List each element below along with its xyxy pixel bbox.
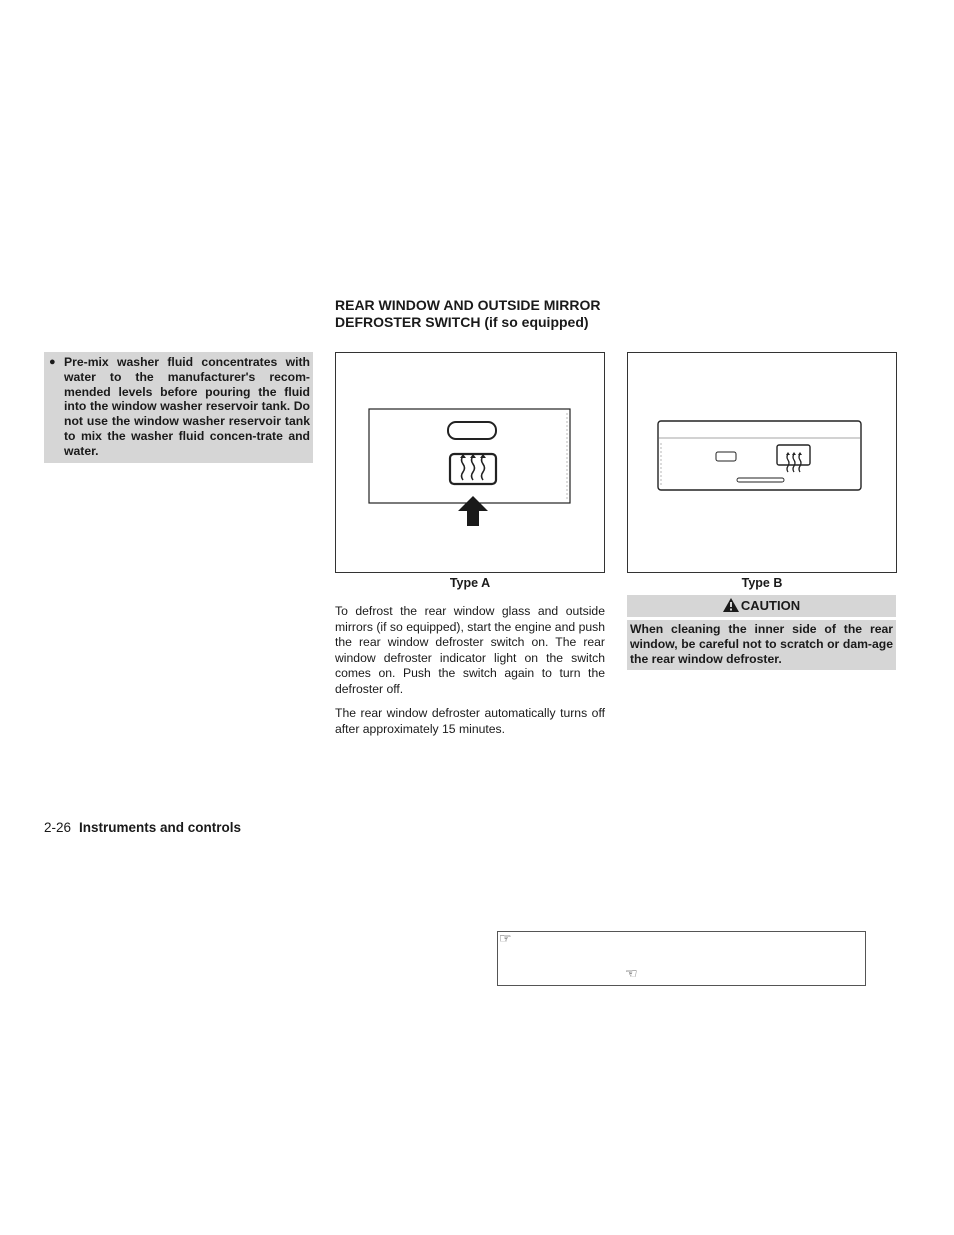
caution-header: [627, 595, 896, 617]
defroster-switch-type-b-illustration: [628, 353, 896, 572]
figure-caption-type-b: Type B: [741, 576, 783, 590]
figure-type-a: [335, 352, 605, 573]
bullet-icon: ●: [49, 356, 56, 368]
hand-pointer-right-icon: ☞: [499, 930, 512, 946]
warning-note-text: Pre-mix washer fluid concentrates with water to the manufacturer's recom-mended levels before pouring the fluid into the window washer reservoir tank. Do not use the window washer reservoir tank to mix the washer fluid concen-trate and water.: [64, 355, 310, 458]
figure-caption-type-a: Type A: [449, 576, 491, 590]
reference-box: [497, 931, 866, 986]
footer-section-title: Instruments and controls: [79, 820, 242, 835]
page-footer: [44, 820, 241, 835]
section-heading: REAR WINDOW AND OUTSIDE MIRROR DEFROSTER SWITCH (if so equipped): [335, 297, 601, 330]
figure-type-b: [627, 352, 897, 573]
page-number: 2-26: [44, 820, 72, 835]
body-paragraph-2: The rear window defroster automatically turns off after approximately 15 minutes.: [335, 706, 605, 736]
warning-triangle-icon: [723, 598, 739, 612]
hand-pointer-left-icon: ☜: [625, 965, 638, 981]
warning-note-box: [44, 352, 313, 463]
body-paragraph-1: To defrost the rear window glass and outside mirrors (if so equipped), start the engine and push the rear window defroster switch on. The rear window defroster indicator light on the switch comes on. Push the switch again to turn the defroster off.: [335, 604, 605, 696]
defroster-switch-type-a-illustration: [336, 353, 604, 572]
caution-title: CAUTION: [740, 598, 801, 613]
caution-text: When cleaning the inner side of the rear window, be careful not to scratch or dam-age the rear window defroster.: [627, 620, 896, 670]
